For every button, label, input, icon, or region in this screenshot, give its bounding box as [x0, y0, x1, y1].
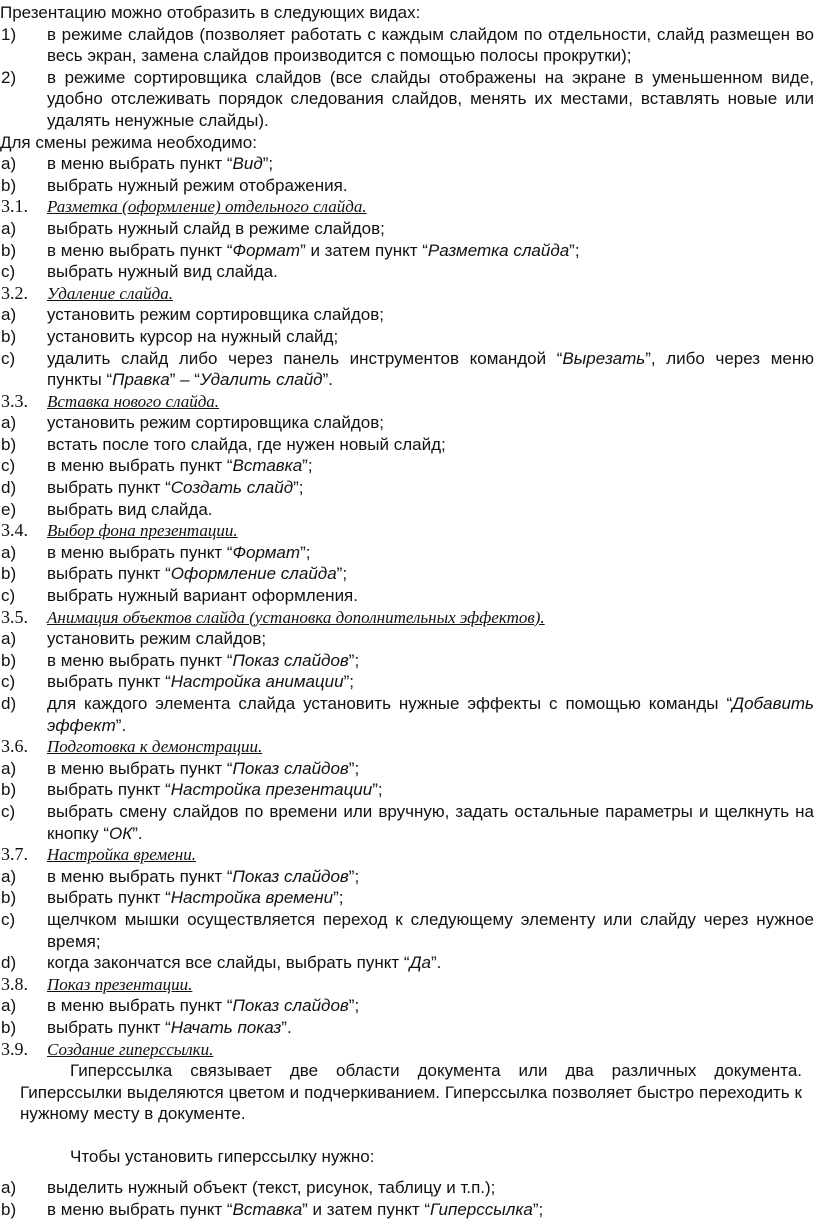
list-item-text: в режиме слайдов (позволяет работать с каждым слайдом по отдельности, слайд размещен во весь экран, замена слайдов производится с помощью полосы прокрутки); [47, 24, 814, 66]
list-item-text: выбрать пункт “Начать показ”. [47, 1017, 292, 1037]
list-item [0, 304, 816, 326]
section-title: Вставка нового слайда. [47, 391, 220, 411]
list-item [0, 326, 816, 348]
list-item [0, 671, 816, 693]
section-heading [0, 520, 816, 542]
list-item-text: в меню выбрать пункт “Вставка” и затем пункт “Гиперссылка”; [47, 1200, 544, 1220]
list-item-text: выбрать нужный слайд в режиме слайдов; [47, 218, 385, 238]
list-marker: b) [1, 780, 17, 800]
menu-command-name: Правка [112, 370, 170, 390]
list-marker: a) [1, 1178, 17, 1198]
section-heading [0, 974, 816, 996]
menu-command-name: Разметка слайда [427, 240, 570, 260]
section-title: Показ презентации. [47, 974, 193, 994]
list-item [0, 801, 816, 844]
list-item-text: выбрать пункт “Настройка презентации”; [47, 780, 383, 800]
menu-command-name: Начать показ [170, 1017, 282, 1037]
list-item [0, 348, 816, 391]
section-number: 3.1. [1, 196, 28, 217]
list-item [0, 412, 816, 434]
list-marker: 1) [1, 24, 17, 44]
list-item [0, 477, 816, 499]
list-marker: b) [1, 650, 17, 670]
list-item [0, 175, 816, 197]
menu-command-name: Настройка времени [170, 888, 334, 908]
menu-command-name: Удалить слайд [199, 370, 323, 390]
section-heading [0, 391, 816, 413]
list-marker: b) [1, 175, 17, 195]
list-marker: a) [1, 996, 17, 1016]
list-item-text: в меню выбрать пункт “Показ слайдов”; [47, 996, 360, 1016]
list-marker: b) [1, 1200, 17, 1220]
list-marker: b) [1, 564, 17, 584]
list-item [0, 67, 816, 132]
list-item [0, 455, 816, 477]
list-item [0, 542, 816, 564]
document-page [0, 2, 816, 1221]
menu-command-name: Настройка анимации [170, 672, 344, 692]
menu-command-name: Показ слайдов [232, 996, 349, 1016]
section-title: Создание гиперссылки. [47, 1039, 214, 1059]
section-number: 3.2. [1, 282, 28, 303]
hyperlink-steps-list [0, 1177, 816, 1220]
list-item [0, 563, 816, 585]
section-heading [0, 283, 816, 305]
list-item-text: установить курсор на нужный слайд; [47, 326, 339, 346]
list-item-text: установить режим слайдов; [47, 629, 267, 649]
list-item-text: когда закончатся все слайды, выбрать пункт “Да”. [47, 953, 442, 973]
list-marker: a) [1, 154, 17, 174]
list-item-text: встать после того слайда, где нужен новый слайд; [47, 434, 446, 454]
list-item [0, 434, 816, 456]
list-marker: a) [1, 758, 17, 778]
change-heading: Для смены режима необходимо: [0, 132, 257, 152]
list-item [0, 261, 816, 283]
section-title: Анимация объектов слайда (установка дополнительных эффектов). [47, 607, 545, 627]
section-heading [0, 607, 816, 629]
list-item-text: в режиме сортировщика слайдов (все слайды отображены на экране в уменьшенном виде, удобно отслеживать порядок следования слайдов, менять их местами, вставлять новые или удалять ненужные слайды). [47, 67, 814, 130]
section-title: Удаление слайда. [47, 283, 173, 303]
section-number: 3.3. [1, 390, 28, 411]
section-title: Разметка (оформление) отдельного слайда. [47, 197, 367, 217]
section-heading [0, 736, 816, 758]
list-item-text: установить режим сортировщика слайдов; [47, 305, 385, 325]
hyperlink-intro: Чтобы установить гиперссылку нужно: [70, 1146, 375, 1166]
list-item-text: выбрать нужный вид слайда. [47, 262, 278, 282]
menu-command-name: Создать слайд [170, 478, 294, 498]
list-item-text: выделить нужный объект (текст, рисунок, таблицу и т.п.); [47, 1178, 496, 1198]
menu-command-name: Формат [232, 542, 301, 562]
list-marker: a) [1, 413, 17, 433]
list-item-text: в меню выбрать пункт “Вид”; [47, 154, 274, 174]
intro-text: Презентацию можно отобразить в следующих видах: [0, 3, 421, 22]
menu-command-name: Вид [232, 154, 263, 174]
list-marker: a) [1, 866, 17, 886]
section-heading [0, 1039, 816, 1061]
list-item [0, 153, 816, 175]
list-marker: c) [1, 262, 16, 282]
list-item-text: удалить слайд либо через панель инструментов командой “Вырезать”, либо через меню пункты “Правка” – “Удалить слайд”. [47, 348, 814, 390]
list-item [0, 650, 816, 672]
section-heading [0, 196, 816, 218]
list-item-text: щелчком мышки осуществляется переход к следующему элементу или слайду через нужное время; [47, 909, 814, 951]
list-item-text: выбрать пункт “Настройка анимации”; [47, 672, 354, 692]
list-item-text: в меню выбрать пункт “Показ слайдов”; [47, 650, 360, 670]
section-number: 3.6. [1, 736, 28, 757]
list-item [0, 758, 816, 780]
section-number: 3.4. [1, 520, 28, 541]
list-item-text: выбрать пункт “Настройка времени”; [47, 888, 344, 908]
list-item [0, 995, 816, 1017]
list-marker: c) [1, 586, 16, 606]
list-marker: d) [1, 694, 17, 713]
section-number: 3.8. [1, 973, 28, 994]
menu-command-name: Показ слайдов [232, 650, 349, 670]
section-number: 3.5. [1, 606, 28, 627]
list-item [0, 585, 816, 607]
list-item-text: выбрать вид слайда. [47, 499, 213, 519]
list-marker: c) [1, 456, 16, 476]
menu-command-name: Формат [232, 240, 301, 260]
menu-command-name: Вставка [232, 1200, 303, 1220]
hyperlink-paragraph: Гиперссылка связывает две области документа или два различных документа. Гиперссылки выделяются цветом и подчеркиванием. Гиперссылка позволяет быстро переходить к нужному месту в документе. [20, 1061, 802, 1124]
change-steps-list [0, 153, 816, 196]
sections-container [0, 196, 816, 1060]
menu-command-name: Показ слайдов [232, 866, 349, 886]
list-marker: a) [1, 305, 17, 325]
list-item [0, 499, 816, 521]
section-number: 3.9. [1, 1038, 28, 1059]
list-item [0, 240, 816, 262]
list-item-text: выбрать нужный вариант оформления. [47, 586, 358, 606]
list-item-text: для каждого элемента слайда установить нужные эффекты с помощью команды “Добавить эффект”. [47, 694, 814, 735]
list-marker: e) [1, 499, 17, 519]
list-item [0, 887, 816, 909]
list-marker: c) [1, 801, 16, 821]
list-item-text: выбрать смену слайдов по времени или вручную, задать остальные параметры и щелкнуть на кнопку “ОК”. [47, 801, 814, 843]
views-list [0, 24, 816, 132]
list-item-text: выбрать пункт “Оформление слайда”; [47, 564, 348, 584]
menu-command-name: Показ слайдов [232, 758, 349, 778]
list-item-text: в меню выбрать пункт “Формат” и затем пункт “Разметка слайда”; [47, 240, 580, 260]
list-marker: a) [1, 542, 17, 562]
menu-command-name: Вырезать [562, 348, 646, 368]
list-item-text: выбрать пункт “Создать слайд”; [47, 478, 304, 498]
menu-command-name: Да [409, 953, 431, 973]
list-item [0, 1017, 816, 1039]
menu-command-name: Добавить эффект [47, 694, 814, 735]
list-marker: c) [1, 672, 16, 692]
list-item [0, 952, 816, 974]
list-item-text: в меню выбрать пункт “Показ слайдов”; [47, 758, 360, 778]
section-heading [0, 844, 816, 866]
menu-command-name: Настройка презентации [170, 780, 373, 800]
list-marker: b) [1, 240, 17, 260]
list-item-text: установить режим сортировщика слайдов; [47, 413, 385, 433]
list-item [0, 24, 816, 67]
list-marker: 2) [1, 67, 17, 87]
list-marker: c) [1, 348, 16, 368]
list-item [0, 218, 816, 240]
list-item [0, 866, 816, 888]
menu-command-name: Вставка [232, 456, 303, 476]
section-title: Выбор фона презентации. [47, 521, 238, 541]
list-marker: d) [1, 478, 17, 498]
list-marker: d) [1, 953, 17, 973]
list-item [0, 1199, 816, 1221]
list-marker: b) [1, 888, 17, 908]
list-item-text: выбрать нужный режим отображения. [47, 175, 348, 195]
list-item [0, 693, 816, 736]
list-item [0, 779, 816, 801]
list-marker: b) [1, 326, 17, 346]
list-marker: a) [1, 629, 17, 649]
list-item [0, 628, 816, 650]
list-marker: c) [1, 909, 16, 929]
list-item-text: в меню выбрать пункт “Показ слайдов”; [47, 866, 360, 886]
menu-command-name: Оформление слайда [170, 564, 337, 584]
list-marker: a) [1, 218, 17, 238]
menu-command-name: ОК [109, 823, 133, 843]
list-marker: b) [1, 1017, 17, 1037]
list-item-text: в меню выбрать пункт “Вставка”; [47, 456, 313, 476]
list-item [0, 1177, 816, 1199]
menu-command-name: Гиперссылка [430, 1200, 533, 1220]
section-title: Настройка времени. [47, 845, 196, 865]
section-title: Подготовка к демонстрации. [47, 737, 263, 757]
list-marker: b) [1, 434, 17, 454]
list-item-text: в меню выбрать пункт “Формат”; [47, 542, 311, 562]
section-number: 3.7. [1, 844, 28, 865]
list-item [0, 909, 816, 952]
